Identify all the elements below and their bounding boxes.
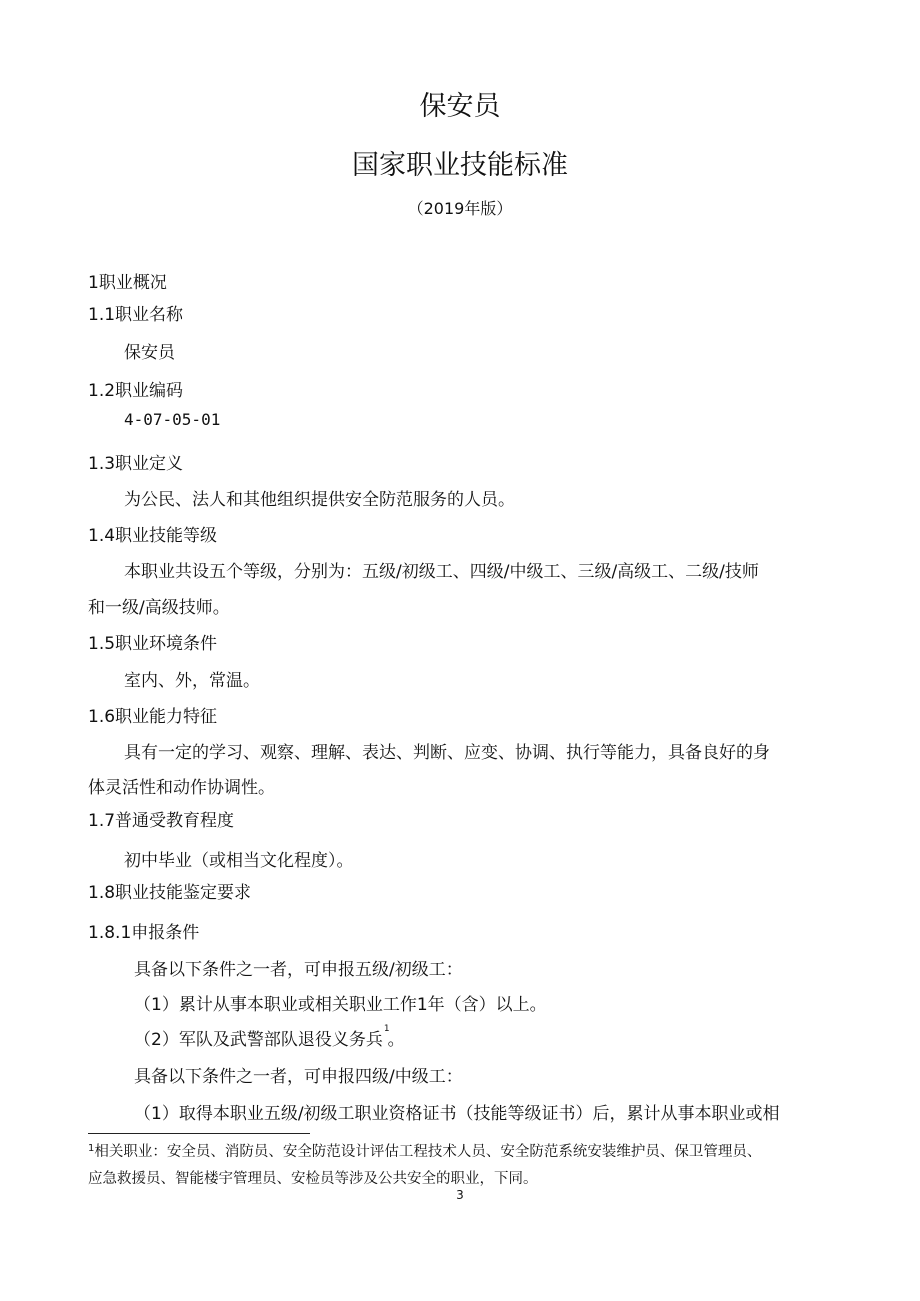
- occupation-name-text: 保安员: [124, 343, 175, 363]
- footnote-divider: [88, 1133, 310, 1134]
- level4-condition-1: （1）取得本职业五级/初级工职业资格证书（技能等级证书）后，累计从事本职业或相: [134, 1104, 780, 1124]
- section-heading-1-6: 1.6职业能力特征: [88, 707, 218, 727]
- footnote-line2: 应急救援员、智能楼宇管理员、安检员等涉及公共安全的职业，下同。: [88, 1171, 538, 1187]
- footnote-line1: [88, 1140, 761, 1161]
- level4-conditions-intro: 具备以下条件之一者，可申报四级/中级工：: [134, 1067, 463, 1087]
- section-heading-1-8: 1.8职业技能鉴定要求: [88, 883, 252, 903]
- section-heading-1-7: 1.7普通受教育程度: [88, 811, 235, 831]
- environment-text: 室内、外，常温。: [124, 671, 260, 691]
- footnote-reference-mark: 1: [383, 1024, 390, 1034]
- edition-label: （2019年版）: [407, 199, 513, 218]
- level5-condition-2-end: 。: [387, 1030, 405, 1050]
- occupation-code-text: 4-07-05-01: [124, 410, 221, 429]
- section-heading-1: 1职业概况: [88, 273, 167, 293]
- skill-levels-text-line1: 本职业共设五个等级，分别为：五级/初级工、四级/中级工、三级/高级工、二级/技师: [124, 562, 759, 582]
- page-number: 3: [456, 1188, 464, 1202]
- level5-conditions-intro: 具备以下条件之一者，可申报五级/初级工：: [134, 960, 463, 980]
- document-title: 保安员: [419, 91, 501, 122]
- section-heading-1-8-1: 1.8.1申报条件: [88, 923, 200, 943]
- education-text: 初中毕业（或相当文化程度）。: [124, 851, 354, 871]
- footnote-line1-text: 相关职业：安全员、消防员、安全防范设计评估工程技术人员、安全防范系统安装维护员、保卫管理员、: [94, 1144, 762, 1160]
- section-heading-1-4: 1.4职业技能等级: [88, 526, 218, 546]
- ability-text-line1: 具有一定的学习、观察、理解、表达、判断、应变、协调、执行等能力，具备良好的身: [124, 743, 770, 763]
- footnote-mark: 1: [88, 1143, 95, 1154]
- document-subtitle: 国家职业技能标准: [352, 150, 568, 181]
- section-heading-1-5: 1.5职业环境条件: [88, 634, 218, 654]
- section-heading-1-1: 1.1职业名称: [88, 305, 184, 325]
- level5-condition-2: [134, 1025, 405, 1050]
- level5-condition-2-text: （2）军队及武警部队退役义务兵: [134, 1030, 383, 1050]
- skill-levels-text-line2: 和一级/高级技师。: [88, 598, 230, 618]
- ability-text-line2: 体灵活性和动作协调性。: [88, 778, 275, 798]
- section-heading-1-3: 1.3职业定义: [88, 454, 184, 474]
- section-heading-1-2: 1.2职业编码: [88, 381, 184, 401]
- occupation-definition-text: 为公民、法人和其他组织提供安全防范服务的人员。: [124, 490, 515, 510]
- level5-condition-1: （1）累计从事本职业或相关职业工作1年（含）以上。: [134, 995, 547, 1015]
